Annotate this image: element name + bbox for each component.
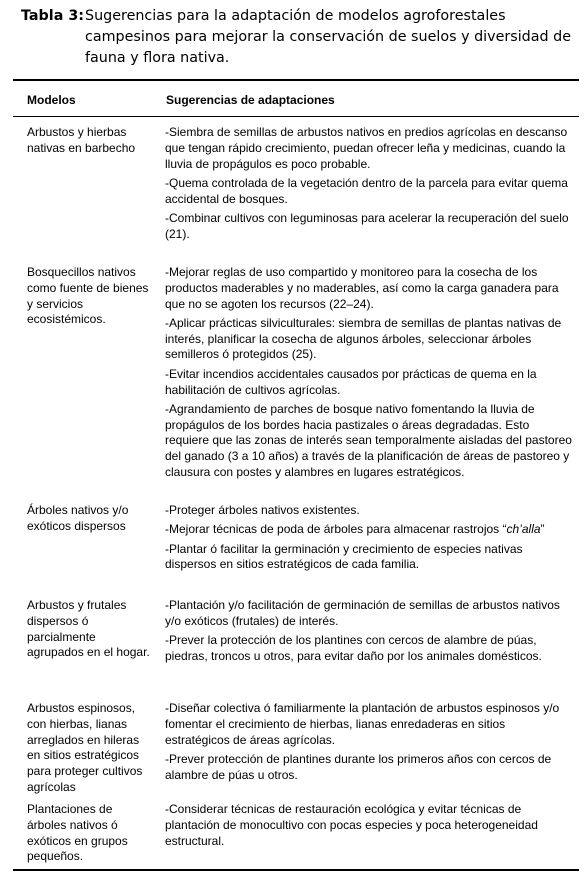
row-1-suggestions (165, 125, 573, 246)
table-header-rule (13, 116, 579, 117)
table-top-rule (13, 79, 579, 81)
caption-label: Tabla 3: (21, 8, 84, 24)
suggestion: -Aplicar prácticas silviculturales: siembra de semillas de plantas nativas de interés, planificar la cosecha de algunos árboles, seleccionar árboles semilleros ó protegidos (25). (165, 315, 562, 362)
caption-text: Sugerencias para la adaptación de modelos agroforestales campesinos para mejorar la conservación de suelos y diversidad de fauna y flora nativa. (85, 8, 572, 66)
suggestion: -Proteger árboles nativos existentes. (165, 503, 360, 517)
row-4-model: Arbustos y frutales dispersos ó parcialmente agrupados en el hogar. (27, 598, 150, 660)
row-2-suggestions (165, 265, 573, 484)
row-1-model: Arbustos y hierbas nativas en barbecho (27, 125, 136, 155)
suggestion (165, 522, 573, 538)
suggestion: -Prever protección de plantines durante los primeros años con cercos de alambre de púas u otros. (165, 751, 552, 782)
suggestion: -Mejorar reglas de uso compartido y monitoreo para la cosecha de los productos maderables y no maderables, así como la carga ganadera para que no se agoten los recursos (22–24). (165, 265, 559, 311)
suggestion: -Plantación y/o facilitación de germinación de semillas de arbustos nativos y/o exóticos (frutales) de interés. (165, 598, 560, 628)
row-3-model: Árboles nativos y/o exóticos dispersos (27, 503, 129, 533)
suggestion: -Prever la protección de los plantines con cercos de alambre de púas, piedras, troncos u otros, para evitar daño por los animales domésticos. (165, 633, 542, 663)
suggestion: -Considerar técnicas de restauración ecológica y evitar técnicas de plantación de monocultivo con pocas especies y poca heterogeneidad estructural. (165, 802, 538, 848)
suggestion: -Combinar cultivos con leguminosas para acelerar la recuperación del suelo (21). (165, 210, 569, 241)
row-5-suggestions (165, 701, 573, 787)
suggestion: -Evitar incendios accidentales causados por prácticas de quema en la habilitación de cultivos agrícolas. (165, 366, 537, 397)
table-bottom-rule (13, 869, 579, 871)
italic-term: ch’alla (506, 522, 541, 537)
closing-quote: ” (540, 522, 545, 537)
row-6-model: Plantaciones de árboles nativos ó exóticos en grupos pequeños. (27, 802, 128, 864)
row-3-suggestions (165, 503, 573, 577)
suggestion: -Diseñar colectiva ó familiarmente la plantación de arbustos espinosos y/o fomentar el crecimiento de hierbas, lianas enredaderas en sitios estratégicos de áreas agrícolas. (165, 701, 560, 747)
suggestion-text: -Mejorar técnicas de poda de árboles para almacenar rastrojos “ (165, 522, 507, 537)
header-suggestions: Sugerencias de adaptaciones (166, 93, 335, 107)
row-5-model: Arbustos espinosos, con hierbas, lianas arreglados en hileras en sitios estratégicos para proteger cultivos agrícolas (27, 701, 143, 794)
table-caption (21, 6, 576, 69)
suggestion: -Quema controlada de la vegetación dentro de la parcela para evitar quema accidental de bosques. (165, 175, 568, 206)
suggestion: -Agrandamiento de parches de bosque nativo fomentando la lluvia de propágulos de los bordes hacia pastizales o áreas degradadas. Esto requiere que las zonas de interés sean temporalmente aisladas del pastoreo del ganado (3 a 10 años) a través de la planificación de áreas de pastoreo y clausura con postes y alambres en lugares estratégicos. (165, 401, 572, 480)
header-models: Modelos (27, 93, 76, 107)
row-4-suggestions (165, 598, 573, 668)
row-6-suggestions (165, 802, 573, 853)
row-2-model: Bosquecillos nativos como fuente de bienes y servicios ecosistémicos. (27, 265, 149, 327)
suggestion: -Plantar ó facilitar la germinación y crecimiento de especies nativas dispersos en sitios estratégicos de cada familia. (165, 541, 523, 572)
suggestion: -Siembra de semillas de arbustos nativos en predios agrícolas en descanso que tengan rápido crecimiento, puedan ofrecer leña y medicinas, cuando la lluvia de propágulos es poco probable. (165, 125, 568, 171)
